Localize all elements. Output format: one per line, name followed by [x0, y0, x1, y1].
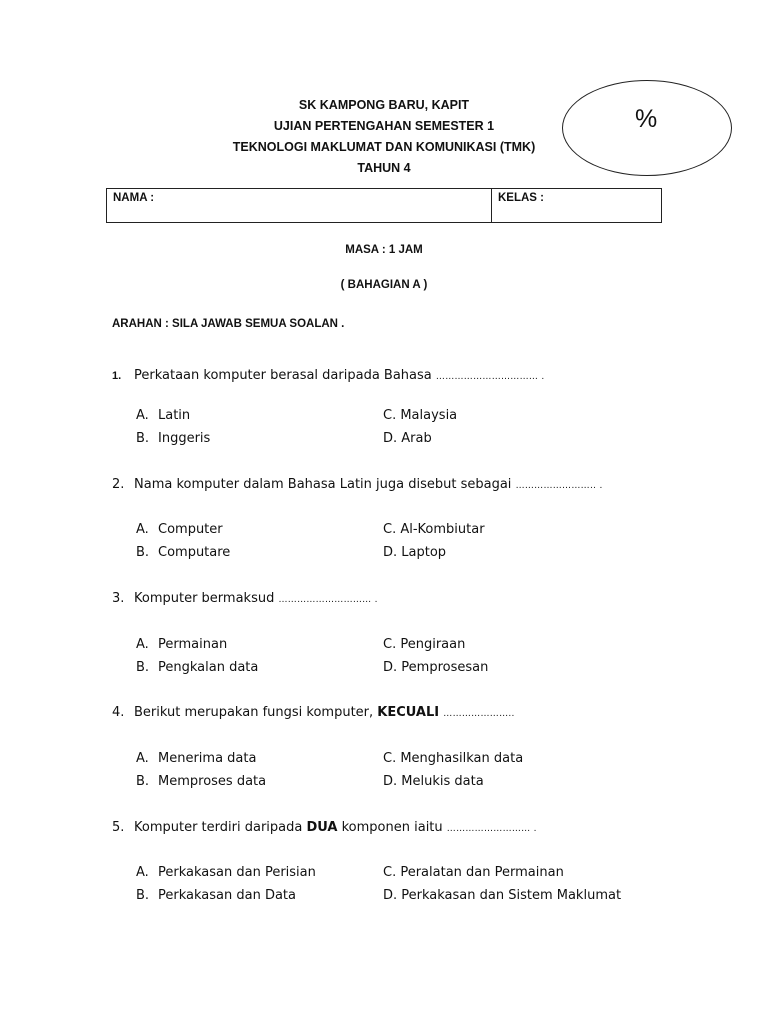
option-c[interactable]: C. Peralatan dan Permainan	[383, 865, 564, 880]
score-oval	[562, 80, 732, 176]
option-d[interactable]: D. Laptop	[383, 545, 447, 560]
option-c[interactable]: C. Pengiraan	[383, 637, 466, 652]
answer-blank: …………………….. .	[515, 481, 603, 491]
option-d[interactable]: D. Perkakasan dan Sistem Maklumat	[383, 888, 622, 903]
option-b[interactable]: B. Inggeris	[136, 431, 211, 446]
answer-blank: ……………………… .	[446, 824, 537, 834]
class-field[interactable]: KELAS :	[498, 192, 544, 204]
section-label: ( BAHAGIAN A )	[340, 279, 428, 291]
option-b[interactable]: B. Perkakasan dan Data	[136, 888, 296, 903]
question-4	[112, 705, 515, 720]
option-a[interactable]: A. Computer	[136, 522, 223, 537]
question-number: 2.	[112, 477, 125, 492]
option-b[interactable]: B. Pengkalan data	[136, 660, 259, 675]
time-label: MASA : 1 JAM	[345, 244, 423, 256]
option-b[interactable]: B. Computare	[136, 545, 231, 560]
question-3	[112, 591, 378, 606]
option-d[interactable]: D. Melukis data	[383, 774, 484, 789]
question-emphasis: KECUALI	[377, 705, 440, 720]
exam-title: UJIAN PERTENGAHAN SEMESTER 1	[273, 119, 495, 133]
question-text: Berikut merupakan fungsi komputer,	[134, 705, 378, 720]
option-d[interactable]: D. Arab	[383, 431, 432, 446]
question-2	[112, 477, 603, 492]
option-b[interactable]: B. Memproses data	[136, 774, 267, 789]
name-field[interactable]: NAMA :	[107, 189, 492, 222]
answer-blank: …………………..	[443, 709, 515, 719]
option-a[interactable]: A. Latin	[136, 408, 191, 423]
year-label: TAHUN 4	[357, 161, 411, 175]
school-name: SK KAMPONG BARU, KAPIT	[298, 98, 470, 112]
option-c[interactable]: C. Al-Kombiutar	[383, 522, 485, 537]
answer-blank: ………………………… .	[278, 595, 378, 605]
question-number: 1.	[112, 370, 122, 382]
student-info-box	[106, 188, 662, 223]
option-d[interactable]: D. Pemprosesan	[383, 660, 489, 675]
question-number: 4.	[112, 705, 125, 720]
question-number: 3.	[112, 591, 125, 606]
question-text: Perkataan komputer berasal daripada Bahasa	[134, 368, 436, 383]
question-number: 5.	[112, 820, 125, 835]
answer-blank: …………………………… .	[435, 372, 545, 382]
question-text-after: komponen iaitu	[337, 820, 447, 835]
question-5	[112, 820, 537, 835]
question-text: Nama komputer dalam Bahasa Latin juga disebut sebagai	[134, 477, 516, 492]
instruction-text: ARAHAN : SILA JAWAB SEMUA SOALAN .	[112, 318, 345, 330]
question-text: Komputer bermaksud	[134, 591, 279, 606]
option-c[interactable]: C. Menghasilkan data	[383, 751, 524, 766]
option-a[interactable]: A. Menerima data	[136, 751, 257, 766]
option-a[interactable]: A. Perkakasan dan Perisian	[136, 865, 316, 880]
option-c[interactable]: C. Malaysia	[383, 408, 458, 423]
question-1	[112, 368, 545, 383]
percent-symbol: %	[635, 105, 658, 133]
subject-title: TEKNOLOGI MAKLUMAT DAN KOMUNIKASI (TMK)	[232, 140, 536, 154]
option-a[interactable]: A. Permainan	[136, 637, 228, 652]
question-emphasis: DUA	[306, 820, 338, 835]
question-text: Komputer terdiri daripada	[134, 820, 307, 835]
